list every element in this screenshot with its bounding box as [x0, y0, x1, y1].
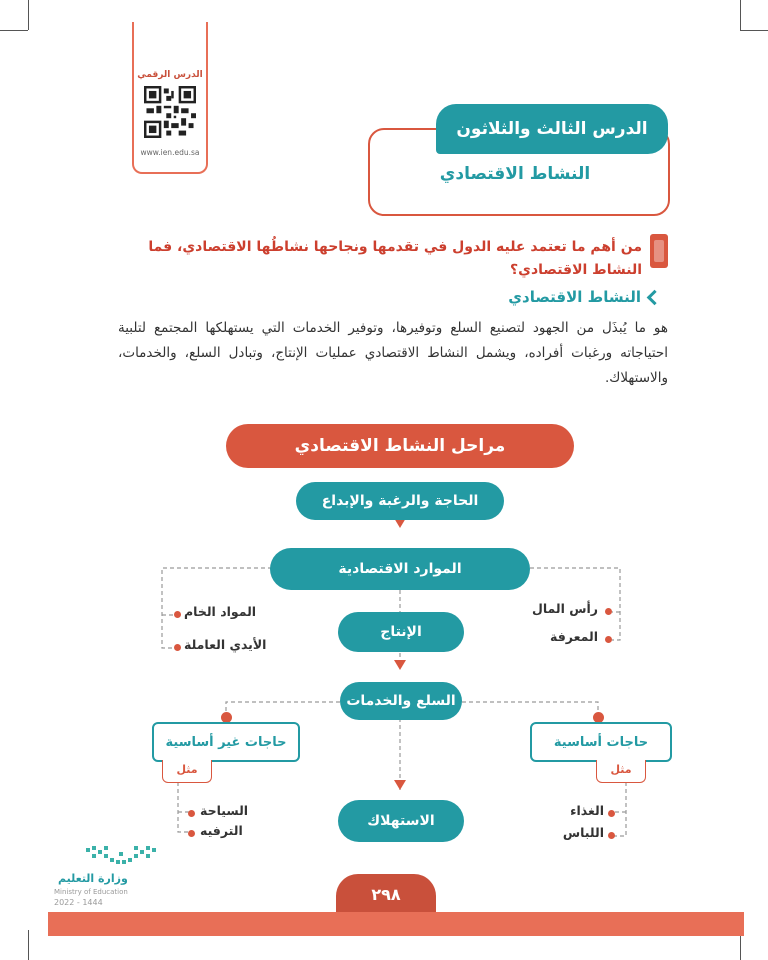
footer-bar	[48, 912, 744, 936]
consumption-stage: الاستهلاك	[338, 800, 464, 842]
lesson-number: الدرس الثالث والثلاثون	[436, 104, 668, 154]
resource-knowledge: المعرفة	[550, 629, 598, 644]
ministry-year: 2022 - 1444	[54, 898, 103, 907]
ministry-name-english: Ministry of Education	[54, 888, 128, 896]
example-tourism: السياحة	[200, 803, 249, 818]
lesson-title: النشاط الاقتصادي	[439, 164, 591, 184]
bullet-dot	[188, 810, 195, 817]
resources-stage: الموارد الاقتصادية	[270, 548, 530, 590]
goods-services-stage: السلع والخدمات	[340, 682, 462, 720]
bullet-dot	[174, 644, 181, 651]
diagram-title: مراحل النشاط الاقتصادي	[226, 424, 574, 468]
ministry-name-arabic: وزارة التعليم	[58, 872, 128, 885]
non-basic-needs-box: حاجات غير أساسية	[152, 722, 300, 762]
section-heading-text: النشاط الاقتصادي	[508, 288, 641, 306]
example-clothing: اللباس	[562, 825, 604, 840]
example-tab-right: مثل	[596, 760, 646, 783]
example-food: الغذاء	[570, 803, 604, 818]
bullet-dot	[605, 636, 612, 643]
bullet-dot	[605, 608, 612, 615]
bullet-dot	[174, 611, 181, 618]
ministry-logo-icon	[84, 842, 162, 870]
resource-raw-materials: المواد الخام	[184, 604, 257, 619]
production-stage: الإنتاج	[338, 612, 464, 652]
intro-question: من أهم ما تعتمد عليه الدول في تقدمها ونجاحها نشاطُها الاقتصادي، فما النشاط الاقتصادي؟	[148, 239, 642, 278]
page-number: ٢٩٨	[336, 874, 436, 914]
digital-lesson-label: الدرس الرقمي	[137, 70, 203, 80]
example-entertainment: الترفيه	[200, 823, 243, 838]
bullet-dot	[608, 810, 615, 817]
resource-labor: الأيدي العاملة	[184, 637, 267, 652]
basic-needs-box: حاجات أساسية	[530, 722, 672, 762]
need-stage: الحاجة والرغبة والإبداع	[296, 482, 504, 520]
resource-capital: رأس المال	[532, 601, 598, 616]
definition-paragraph: هو ما يُبذَل من الجهود لتصنيع السلع وتوفيرها، وتوفير الخدمات التي يستهلكها المجتمع لتلبية احتياجاته ورغبات أفراده، ويشمل النشاط الاقتصادي عمليات الإنتاج، وتبادل السلع، والخدمات، والاستهلاك.	[118, 320, 668, 386]
bullet-dot	[608, 832, 615, 839]
digital-lesson-url[interactable]: www.ien.edu.sa	[140, 148, 200, 157]
example-tab-left: مثل	[162, 760, 212, 783]
bullet-dot	[188, 830, 195, 837]
